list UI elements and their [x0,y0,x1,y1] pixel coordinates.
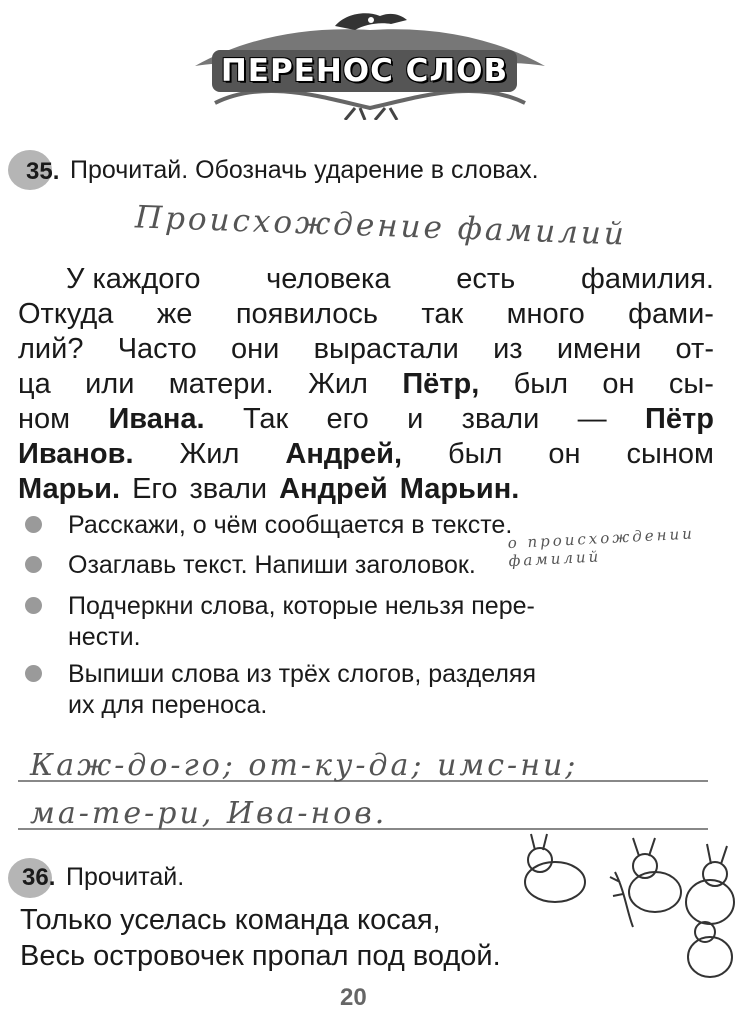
text-line: Марьи. Его звали Андрей Марьин. [18,473,520,505]
text-line: лий? Часто они вырастали из имени от- [18,333,714,365]
poem [20,902,501,974]
exercise-instruction: Прочитай. Обозначь ударение в словах. [70,156,539,184]
bullet-dot-icon [25,665,42,682]
bullet-dot-icon [25,556,42,573]
bullet-dot-icon [25,516,42,533]
handwritten-answer: ма-те-ри, Ива-нов. [30,796,388,831]
task-item: Подчеркни слова, которые нельзя пере- нести. [68,592,535,651]
poem-line: Весь островочек пропал под водой. [20,940,501,972]
task-item: Расскажи, о чём сообщается в тексте. [68,511,513,539]
task-item: Выпиши слова из трёх слогов, разделяя их для переноса. [68,660,536,719]
exercise-number: 36. [22,864,56,891]
text-line: Откуда же появилось так много фами- [18,298,714,330]
main-text [18,262,714,507]
text-line: ца или матери. Жил Пётр, был он сы- [18,368,714,400]
page-number: 20 [340,984,367,1011]
rabbits-illustration [515,832,750,987]
text-line: ном Ивана. Так его и звали — Пётр [18,403,714,435]
task-item: Озаглавь текст. Напиши заголовок. [68,551,476,579]
exercise-number: 35. [26,158,60,185]
poem-line: Только уселась команда косая, [20,904,441,936]
handwritten-title: Происхождение фамилий [134,199,628,253]
handwritten-answer: Каж-до-го; от-ку-да; имс-ни; [30,748,579,783]
page-title: ПЕРЕНОС СЛОВ [212,50,517,92]
text-line: У каждого человека есть фамилия. [66,263,714,295]
handwritten-side-note: о происхождении фамилий [507,524,696,571]
text-line: Иванов. Жил Андрей, был он сыном [18,438,714,470]
exercise-instruction: Прочитай. [66,863,185,891]
bullet-dot-icon [25,597,42,614]
